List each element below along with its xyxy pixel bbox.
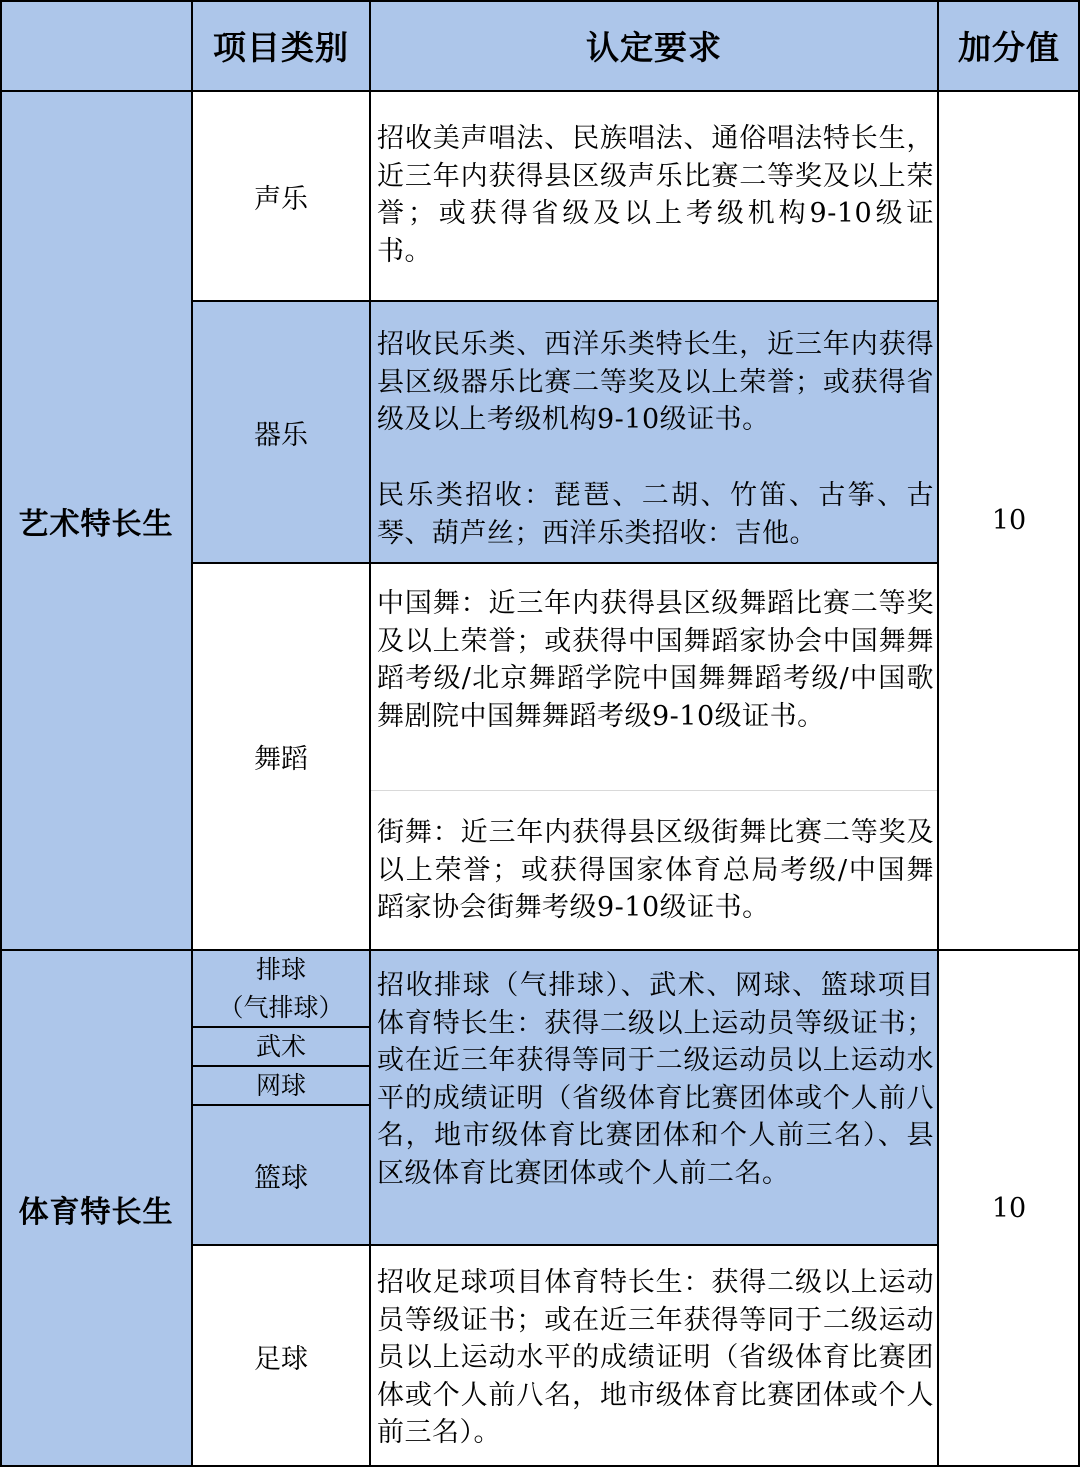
football-requirement: 招收足球项目体育特长生：获得二级以上运动员等级证书；或在近三年获得等同于二级运动员以上运动水平的成绩证明（省级体育比赛团体或个人前八名，地市级体育比赛团体或个人前三名）。: [377, 1267, 934, 1448]
ball-sports-requirement: 招收排球（气排球）、武术、网球、篮球项目体育特长生：获得二级以上运动员等级证书；或在近三年获得等同于二级运动员以上运动水平的成绩证明（省级体育比赛团体或个人前八名，地市级体育比赛团体和个人前三名）、县区级体育比赛团体或个人前二名。: [377, 970, 934, 1189]
football-label: 足球: [254, 1343, 308, 1375]
volleyball-label: [192, 950, 370, 1027]
grid-line-top: [0, 0, 1080, 2]
tennis-label: 网球: [255, 1070, 306, 1100]
grid-line-col2: [369, 0, 371, 1467]
grid-line-vocal-bottom: [192, 300, 938, 302]
sports-category-cell: 体育特长生: [0, 950, 192, 1467]
instrumental-requirement-2: 民乐类招收：琵琶、二胡、竹笛、古筝、古琴、葫芦丝；西洋乐类招收：吉他。: [377, 480, 934, 549]
instrumental-requirement-1: 招收民乐类、西洋乐类特长生，近三年内获得县区级器乐比赛二等奖及以上荣誉；或获得省级及以上考级机构9-10级证书。: [377, 329, 934, 435]
vocal-requirement: 招收美声唱法、民族唱法、通俗唱法特长生，近三年内获得县区级声乐比赛二等奖及以上荣誉；或获得省级及以上考级机构9-10级证书。: [377, 123, 934, 267]
dance-requirement-1: 中国舞：近三年内获得县区级舞蹈比赛二等奖及以上荣誉；或获得中国舞蹈家协会中国舞舞蹈考级/北京舞蹈学院中国舞舞蹈考级/中国歌舞剧院中国舞舞蹈考级9-10级证书。: [377, 588, 934, 732]
header-requirement: 认定要求: [586, 28, 722, 67]
grid-line-art-bottom: [0, 949, 1080, 951]
header-category: 项目类别: [213, 28, 349, 67]
dance-label: 舞蹈: [254, 744, 308, 775]
grid-line-col1: [191, 0, 193, 1467]
header-points: 加分值: [958, 28, 1060, 67]
grid-line-volleyball-bottom: [192, 1026, 370, 1028]
sports-points: 10: [991, 1193, 1027, 1224]
grid-line-instrumental-bottom: [192, 562, 938, 564]
volleyball-label-line1: 排球: [255, 954, 306, 984]
grid-line-col3: [937, 0, 939, 1467]
header-blank-cell: [0, 0, 192, 91]
basketball-label: 篮球: [254, 1162, 308, 1194]
instrumental-label: 器乐: [254, 419, 308, 451]
grid-line-tennis-bottom: [192, 1104, 370, 1106]
art-points: 10: [991, 505, 1027, 536]
grid-line-left: [0, 0, 2, 1467]
dance-requirement-2: 街舞：近三年内获得县区级街舞比赛二等奖及以上荣誉；或获得国家体育总局考级/中国舞蹈家协会街舞考级9-10级证书。: [377, 817, 934, 923]
grid-line-header-bottom: [0, 90, 1080, 92]
dance-inner-divider: [371, 790, 937, 791]
vocal-label: 声乐: [254, 183, 308, 215]
art-category-cell: 艺术特长生: [0, 91, 192, 950]
grid-line-ball-sports-bottom: [192, 1244, 938, 1246]
wushu-label: 武术: [255, 1031, 306, 1061]
grid-line-wushu-bottom: [192, 1065, 370, 1067]
volleyball-label-line2: （气排球）: [218, 992, 344, 1022]
